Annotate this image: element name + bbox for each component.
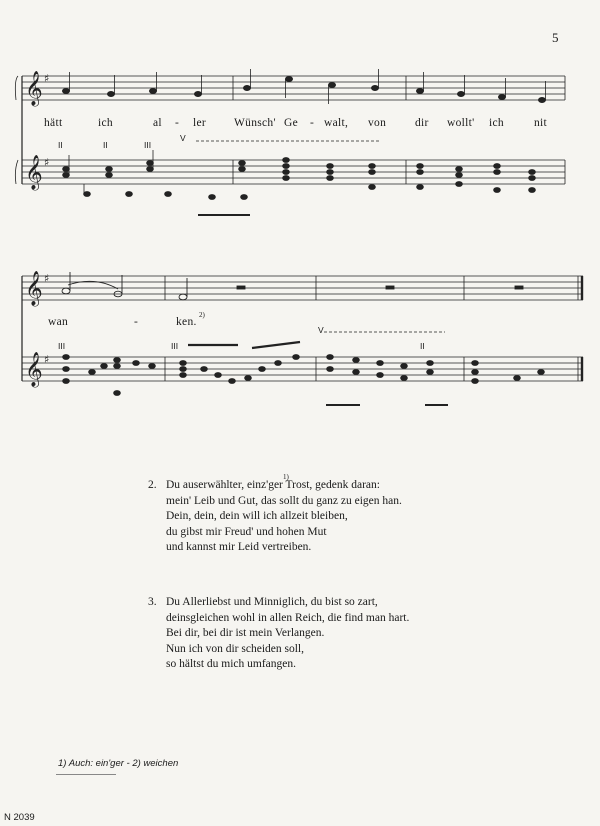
treble-clef-icon: 𝄞 [25,71,43,106]
verse-number: 2. [148,479,157,491]
verse-line: Du Allerliebst und Minniglich, du bist so zart, [166,596,378,608]
verse-line: deinsgleichen wohl in allen Reich, die find man hart. [166,611,410,624]
system1-voice-staff [22,76,565,100]
verse-line: du gibst mir Freud' und hohen Mut [166,525,327,538]
lyric-word: - [134,316,139,328]
fret-position: V [318,325,324,335]
lyric-word: von [368,117,387,129]
lyric-word: - [175,117,180,129]
lyric-word: ken. [176,316,197,328]
system2-guitar-chords [63,332,545,405]
system2-guitar-staff [22,357,583,381]
verse-line: so hältst du mich umfangen. [166,658,296,670]
treble-clef-icon: 𝄞 [25,155,43,190]
svg-text:♯: ♯ [44,72,50,85]
system1-melody [62,69,545,104]
verse-line: mein' Leib und Gut, das sollt du ganz zu eigen han. [166,494,402,507]
lyric-word: nit [534,117,548,129]
lyric-word: Ge [284,117,299,129]
fret-position: III [171,341,179,351]
verse-line: und kannst mir Leid vertreiben. [166,541,312,553]
lyric-word: ler [193,117,207,129]
fret-position: III [58,341,66,351]
lyric-word: dir [415,117,429,129]
footnote-marker: 1) [283,473,289,481]
fret-position: II [58,140,63,150]
lyric-word: - [310,117,315,129]
catalog-number: N 2039 [4,812,35,823]
fret-position: II [420,341,425,351]
lyric-word: Wünsch' [234,117,276,129]
lyric-word: wan [48,316,69,328]
lyric-word: hätt [44,117,63,129]
lyric-word: al [153,117,162,129]
lyric-word: ich [489,117,504,129]
fret-position: II [103,140,108,150]
lyric-word: walt, [324,117,349,129]
fret-position: III [144,140,152,150]
verse-line: Bei dir, bei dir ist mein Verlangen. [166,627,325,639]
page-number: 5 [552,30,559,45]
lyric-word: wollt' [447,117,475,129]
system2-voice-staff [22,276,583,300]
lyric-word: ich [98,117,113,129]
svg-text:♯: ♯ [44,272,50,285]
verse-line: Nun ich von dir scheiden soll, [166,642,304,655]
verse-number: 3. [148,596,157,608]
verse-line: Du auserwählter, einz'ger Trost, gedenk daran: [166,479,380,491]
fret-position: V [180,133,186,143]
footnote-divider [56,774,116,775]
system1-guitar-staff [22,160,565,184]
svg-text:♯: ♯ [44,353,50,366]
footnote: 1) Auch: ein'ger - 2) weichen [58,758,179,769]
treble-clef-icon: 𝄞 [25,271,43,306]
verse-line: Dein, dein, dein will ich allzeit bleiben, [166,510,348,522]
footnote-marker: 2) [199,311,205,319]
treble-clef-icon: 𝄞 [25,352,43,387]
svg-text:♯: ♯ [44,156,50,169]
